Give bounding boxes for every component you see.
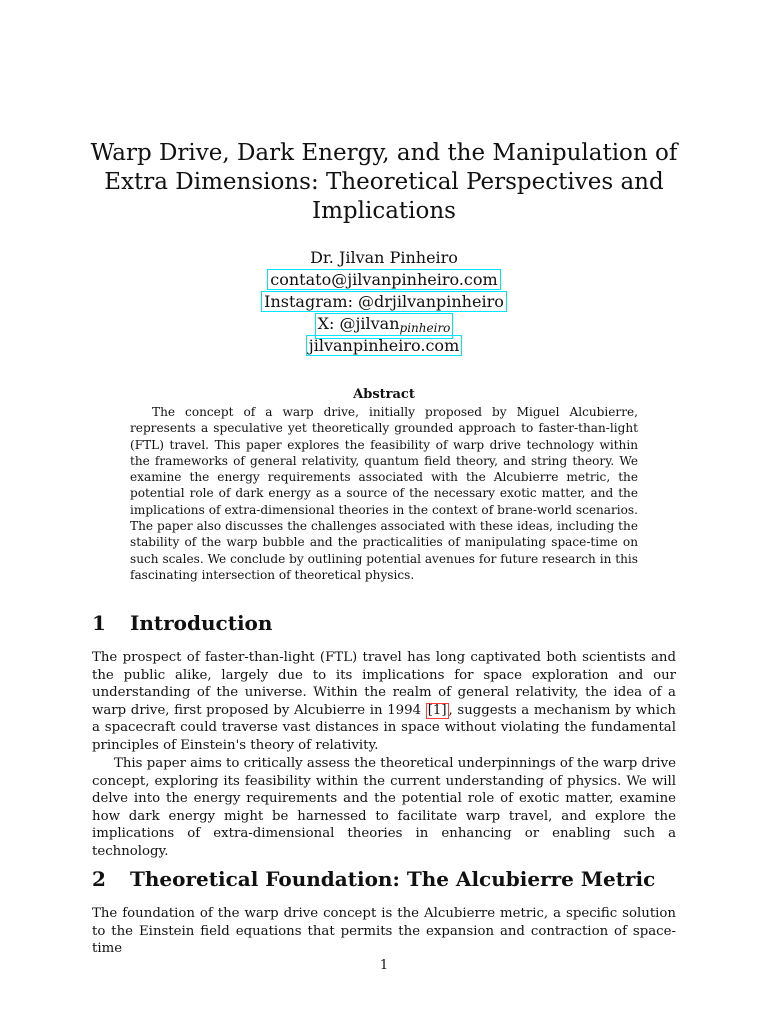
instagram-link[interactable]: Instagram: @drjilvanpinheiro bbox=[261, 291, 507, 312]
author-name: Dr. Jilvan Pinheiro bbox=[310, 248, 458, 267]
section-2-number: 2 bbox=[92, 867, 106, 891]
citation-link[interactable]: [1] bbox=[427, 702, 447, 718]
intro-p1-text-a: The prospect of faster-than-light (FTL) travel has long captivated both scientists and the public alike, largely due to its implications for space exploration and our understanding of the universe. Within the realm of general relativity, the idea of a warp drive, first proposed by Alcubierre in 1994 bbox=[92, 650, 676, 718]
section-2-heading bbox=[92, 867, 655, 891]
x-handle-subscript: pinheiro bbox=[399, 321, 451, 335]
x-handle-prefix: X: @jilvan bbox=[317, 314, 400, 333]
page-number: 1 bbox=[379, 958, 389, 973]
section-1-number: 1 bbox=[92, 611, 106, 635]
intro-paragraph-1 bbox=[92, 649, 676, 755]
section-1-title: Introduction bbox=[130, 611, 273, 635]
author-block bbox=[0, 247, 768, 357]
section-2-title: Theoretical Foundation: The Alcubierre Metric bbox=[130, 867, 656, 891]
section-2-paragraph-1: The foundation of the warp drive concept is the Alcubierre metric, a specific solution to the Einstein field equations that permits the expansion and contraction of space-time bbox=[92, 906, 676, 957]
abstract-text: The concept of a warp drive, initially proposed by Miguel Alcubierre, represents a speculative yet theoretically grounded approach to faster-than-light (FTL) travel. This paper explores the feasibility of warp drive technology within the frameworks of general relativity, quantum field theory, and string theory. We examine the energy requirements associated with the Alcubierre metric, the potential role of dark energy as a source of the necessary exotic matter, and the implications of extra-dimensional theories in the context of brane-world scenarios. The paper also discusses the challenges associated with these ideas, including the stability of the warp bubble and the practicalities of manipulating space-time on such scales. We conclude by outlining potential avenues for future research in this fascinating intersection of theoretical physics. bbox=[130, 405, 638, 582]
email-link[interactable]: contato@jilvanpinheiro.com bbox=[267, 269, 500, 290]
website-link[interactable]: jilvanpinheiro.com bbox=[306, 335, 462, 356]
section-1-heading bbox=[92, 611, 272, 635]
paper-title: Warp Drive, Dark Energy, and the Manipulation of Extra Dimensions: Theoretical Perspectives and Implications bbox=[90, 140, 678, 224]
intro-paragraph-2: This paper aims to critically assess the theoretical underpinnings of the warp drive concept, exploring its feasibility within the current understanding of physics. We will delve into the energy requirements and the potential role of exotic matter, examine how dark energy might be harnessed to facilitate warp travel, and explore the implications of extra-dimensional theories in enhancing or enabling such a technology. bbox=[92, 756, 676, 859]
intro-p1-text-b: , suggests a mechanism by which a spacecraft could traverse vast distances in space without violating the fundamental principles of Einstein's theory of relativity. bbox=[92, 702, 676, 753]
abstract-heading: Abstract bbox=[353, 387, 415, 402]
